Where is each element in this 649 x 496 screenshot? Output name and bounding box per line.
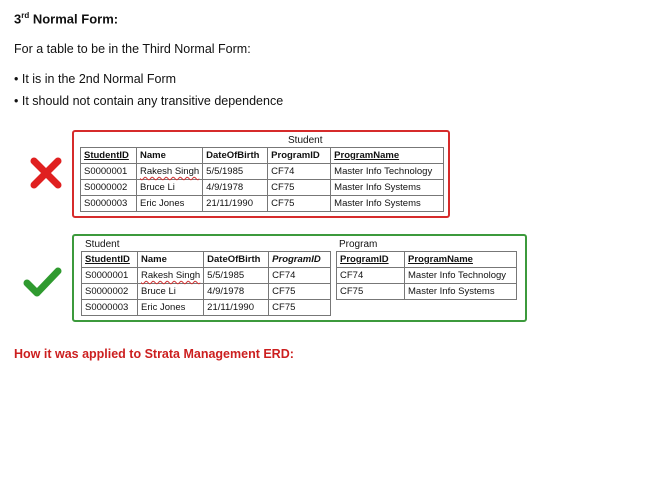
section-heading-strata: How it was applied to Strata Management ERD: [14,347,294,361]
table-cell: 21/11/1990 [203,196,268,212]
bullet-transitive: • It should not contain any transitive dependence [14,94,284,108]
table-header-row [82,252,331,268]
header-cell: DateOfBirth [203,148,268,164]
table-cell: Rakesh Singh [138,268,204,284]
page-heading: 3rd Normal Form: [14,11,119,27]
table-cell: Master Info Technology [405,268,517,284]
table-cell: 21/11/1990 [204,300,269,316]
header-cell: Name [138,252,204,268]
student-caption-right: Student [85,239,120,250]
student-caption-wrong: Student [288,135,323,146]
table-cell: Eric Jones [137,196,203,212]
table-cell: 5/5/1985 [204,268,269,284]
bullet-2nf: • It is in the 2nd Normal Form [14,72,177,86]
table-cell: Bruce Li [137,180,203,196]
intro-text: For a table to be in the Third Normal Form: [14,42,251,56]
header-cell: ProgramName [331,148,444,164]
table-cell: S0000003 [81,196,137,212]
table-cell: CF75 [268,196,331,212]
header-cell: StudentID [82,252,138,268]
table-cell: CF74 [268,164,331,180]
student-table-wrong [80,147,444,212]
program-caption: Program [339,239,378,250]
table-cell: Rakesh Singh [137,164,203,180]
table-cell: CF74 [269,268,331,284]
table-cell: S0000003 [82,300,138,316]
table-cell: Master Info Systems [331,196,444,212]
table-row [82,268,331,284]
table-cell: CF75 [337,284,405,300]
header-cell: Name [137,148,203,164]
cross-icon [29,157,63,189]
header-cell: DateOfBirth [204,252,269,268]
table-cell: 4/9/1978 [203,180,268,196]
student-table-right [81,251,331,316]
table-row [81,180,444,196]
table-cell: Bruce Li [138,284,204,300]
table-cell: S0000001 [82,268,138,284]
table-cell: S0000002 [82,284,138,300]
table-header-row [337,252,517,268]
program-table [336,251,517,300]
table-cell: Eric Jones [138,300,204,316]
table-row [82,284,331,300]
checkmark-icon [22,266,62,298]
table-cell: S0000001 [81,164,137,180]
table-row [81,164,444,180]
header-cell: StudentID [81,148,137,164]
table-row [81,196,444,212]
table-cell: Master Info Systems [405,284,517,300]
table-cell: 4/9/1978 [204,284,269,300]
table-row [337,268,517,284]
table-row [82,300,331,316]
header-cell: ProgramName [405,252,517,268]
table-cell: Master Info Systems [331,180,444,196]
table-cell: Master Info Technology [331,164,444,180]
header-cell: ProgramID [337,252,405,268]
table-cell: CF75 [269,300,331,316]
table-cell: CF74 [337,268,405,284]
table-cell: S0000002 [81,180,137,196]
table-row [337,284,517,300]
header-cell: ProgramID [268,148,331,164]
table-header-row [81,148,444,164]
header-cell: ProgramID [269,252,331,268]
table-cell: 5/5/1985 [203,164,268,180]
table-cell: CF75 [269,284,331,300]
table-cell: CF75 [268,180,331,196]
